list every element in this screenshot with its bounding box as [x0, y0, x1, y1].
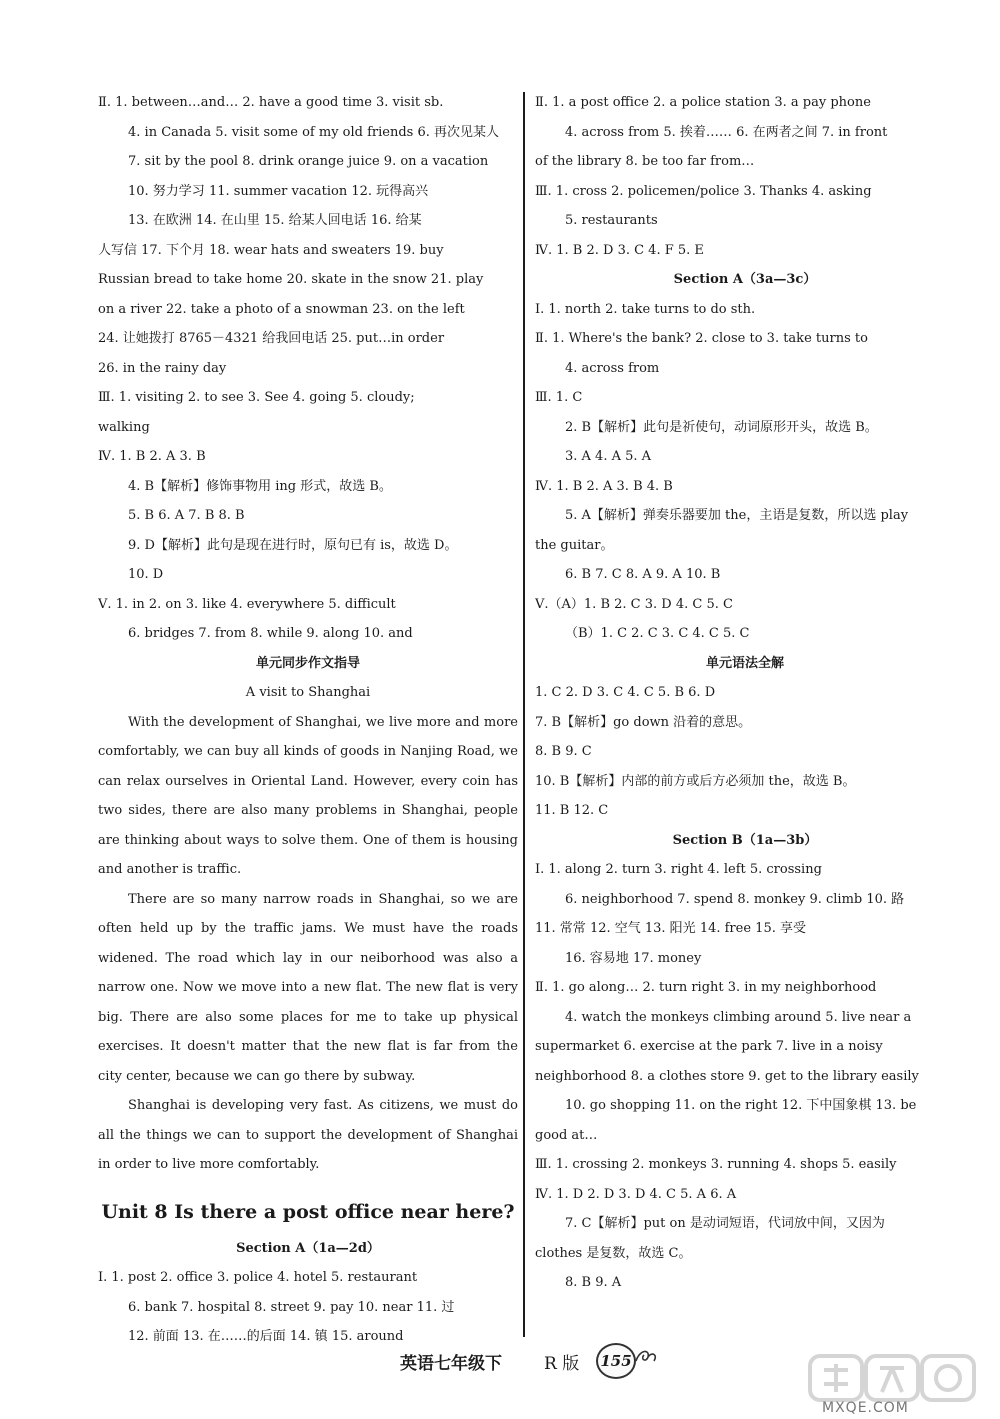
page-number: 155: [596, 1343, 636, 1379]
answer-line: 13. 在欧洲 14. 在山里 15. 给某人回电话 16. 给某: [128, 213, 422, 228]
left-column: [98, 88, 518, 1352]
composition-heading: 单元同步作文指导: [255, 655, 360, 671]
composition-title: A visit to Shanghai: [245, 685, 371, 700]
answer-line: 6. neighborhood 7. spend 8. monkey 9. climb 10. 路: [565, 891, 905, 907]
answer-line: 4. in Canada 5. visit some of my old friends 6. 再次见某人: [128, 124, 500, 140]
column-divider: [523, 92, 525, 1337]
answer-line: （B）1. C 2. C 3. C 4. C 5. C: [565, 626, 750, 641]
answer-line: 4. across from 5. 挨着…… 6. 在两者之间 7. in front: [565, 124, 888, 140]
answer-line: neighborhood 8. a clothes store 9. get to the library easily: [535, 1068, 919, 1084]
answer-line: 10. 努力学习 11. summer vacation 12. 玩得高兴: [128, 183, 429, 199]
answer-line: Russian bread to take home 20. skate in the snow 21. play: [98, 272, 484, 287]
answer-line: Ⅲ. 1. visiting 2. to see 3. See 4. going 5. cloudy;: [98, 390, 415, 405]
answer-line: Ⅲ. 1. cross 2. policemen/police 3. Thanks 4. asking: [535, 183, 872, 199]
unit-title: Unit 8 Is there a post office near here?: [101, 1200, 515, 1223]
answer-line: 16. 容易地 17. money: [565, 950, 702, 966]
answer-line: on a river 22. take a photo of a snowman 23. on the left: [98, 301, 465, 317]
answer-line: Ⅲ. 1. crossing 2. monkeys 3. running 4. shops 5. easily: [535, 1157, 897, 1172]
right-column: [535, 88, 955, 1298]
answer-line: 7. sit by the pool 8. drink orange juice 9. on a vacation: [128, 154, 489, 169]
answer-line: 24. 让她拨打 8765－4321 给我回电话 25. put…in order: [98, 331, 445, 346]
answer-line: Ⅳ. 1. D 2. D 3. D 4. C 5. A 6. A: [535, 1186, 737, 1202]
answer-line: 9. D【解析】此句是现在进行时，原句已有 is，故选 D。: [128, 537, 458, 553]
answer-line: 8. B 9. A: [565, 1275, 622, 1290]
answer-line: the guitar。: [535, 537, 614, 553]
section-heading: Section A（1a—2d）: [236, 1240, 380, 1256]
answer-line: 6. B 7. C 8. A 9. A 10. B: [565, 567, 721, 582]
answer-line: Ⅱ. 1. a post office 2. a police station 3. a pay phone: [535, 95, 871, 110]
answer-line: 6. bank 7. hospital 8. street 9. pay 10. near 11. 过: [128, 1299, 455, 1315]
composition-paragraph: With the development of Shanghai, we live more and more comfortably, we can buy all kinds of goods in Nanjing Road, we can relax ourselves in Oriental Land. However, every coin has two sides, there are also many problems in Shanghai, people are thinking about ways to solve them. One of them is housing and another is traffic.: [98, 714, 518, 877]
watermark-text: MXQE.COM: [822, 1400, 909, 1416]
composition-paragraph: There are so many narrow roads in Shanghai, so we are often held up by the traffic jams. We must have the roads widened. The road which lay in our neiborhood was also a narrow one. Now we move into a new flat. The new flat is very big. There are also some places for me to take up physical exercises. It doesn't matter that the new flat is far from the city center, because we can go there by subway.: [98, 891, 518, 1084]
answer-line: Ⅳ. 1. B 2. D 3. C 4. F 5. E: [535, 242, 704, 258]
answer-line: Ⅳ. 1. B 2. A 3. B: [98, 449, 206, 464]
answer-line: Ⅲ. 1. C: [535, 390, 583, 405]
answer-line: clothes 是复数，故选 C。: [535, 1245, 692, 1261]
book-title: 英语七年级下: [400, 1354, 502, 1374]
answer-line: 10. B【解析】内部的前方或后方必须加 the，故选 B。: [535, 773, 856, 789]
answer-line: 10. D: [128, 567, 164, 582]
answer-line: 7. C【解析】put on 是动词短语，代词放中间，又因为: [565, 1216, 885, 1231]
answer-line: 1. C 2. D 3. C 4. C 5. B 6. D: [535, 685, 716, 700]
answer-line: 12. 前面 13. 在……的后面 14. 镇 15. around: [128, 1329, 404, 1344]
answer-line: Ⅴ. 1. in 2. on 3. like 4. everywhere 5. difficult: [98, 596, 396, 612]
section-heading: Section B（1a—3b）: [672, 832, 818, 848]
answer-line: of the library 8. be too far from…: [535, 154, 755, 169]
answer-line: 26. in the rainy day: [98, 360, 227, 376]
section-heading: Section A（3a—3c）: [673, 272, 817, 287]
answer-line: 4. watch the monkeys climbing around 5. live near a: [565, 1009, 912, 1025]
answer-line: 5. restaurants: [565, 213, 658, 228]
answer-line: Ⅱ. 1. go along… 2. turn right 3. in my neighborhood: [535, 980, 877, 995]
answer-line: Ⅱ. 1. between…and… 2. have a good time 3. visit sb.: [98, 95, 444, 110]
answer-line: 4. across from: [565, 360, 660, 376]
edition-label: R 版: [544, 1354, 580, 1374]
answer-line: 5. A【解析】弹奏乐器要加 the，主语是复数，所以选 play: [565, 508, 909, 523]
answer-line: 人写信 17. 下个月 18. wear hats and sweaters 19. buy: [98, 242, 444, 258]
answer-line: 2. B【解析】此句是祈使句，动词原形开头，故选 B。: [565, 419, 878, 435]
answer-line: 4. B【解析】修饰事物用 ing 形式，故选 B。: [128, 478, 392, 494]
answer-line: 5. B 6. A 7. B 8. B: [128, 508, 245, 523]
answer-line: good at…: [535, 1127, 598, 1143]
answer-line: Ⅴ.（A）1. B 2. C 3. D 4. C 5. C: [535, 596, 733, 612]
answer-line: Ⅰ. 1. post 2. office 3. police 4. hotel 5. restaurant: [98, 1270, 418, 1285]
answer-line: 11. B 12. C: [535, 803, 609, 818]
answer-line: 8. B 9. C: [535, 744, 592, 759]
answer-line: Ⅰ. 1. north 2. take turns to do sth.: [535, 301, 756, 317]
answer-line: walking: [98, 419, 150, 435]
answer-line: 11. 常常 12. 空气 13. 阳光 14. free 15. 享受: [535, 921, 806, 936]
swirl-ornament-icon: [634, 1347, 660, 1369]
answer-line: 10. go shopping 11. on the right 12. 下中国象棋 13. be: [565, 1098, 917, 1113]
answer-line: Ⅱ. 1. Where's the bank? 2. close to 3. take turns to: [535, 331, 868, 346]
answer-line: 3. A 4. A 5. A: [565, 449, 652, 464]
answer-line: 6. bridges 7. from 8. while 9. along 10. and: [128, 626, 413, 641]
composition-paragraph: Shanghai is developing very fast. As citizens, we must do all the things we can to support the development of Shanghai in order to live more comfortably.: [98, 1098, 518, 1172]
answer-line: 7. B【解析】go down 沿着的意思。: [535, 714, 752, 730]
answer-line: Ⅰ. 1. along 2. turn 3. right 4. left 5. crossing: [535, 862, 822, 877]
answer-line: supermarket 6. exercise at the park 7. live in a noisy: [535, 1039, 883, 1054]
grammar-heading: 单元语法全解: [705, 655, 784, 671]
answer-line: Ⅳ. 1. B 2. A 3. B 4. B: [535, 478, 673, 494]
